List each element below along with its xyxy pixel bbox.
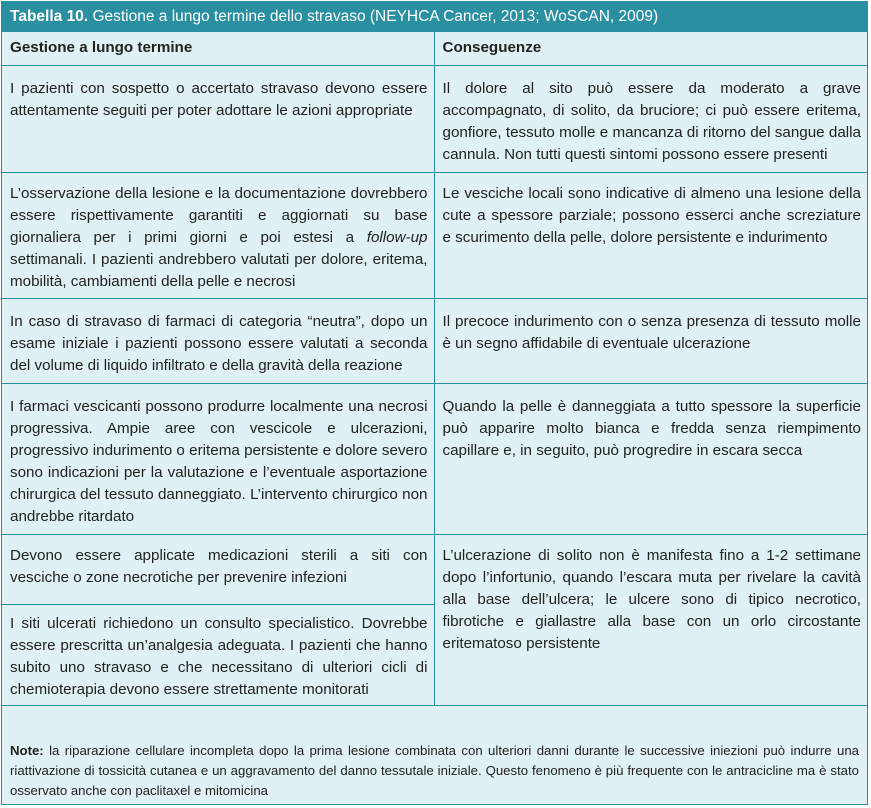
note-text: la riparazione cellulare incompleta dopo la prima lesione combinata con ulteriori danni durante le successive iniezioni può indurre una riattivazione di tossicità cutanea e un aggravamento del danno tessutale iniziale. Questo fenomeno è più frequente con le antracicline ma è stato osservato anche con paclitaxel e mitomicina: [10, 743, 860, 798]
column-header-management: Gestione a lungo termine: [2, 32, 434, 66]
table-row: [2, 535, 867, 706]
management-cell: [2, 535, 434, 706]
table-title-label: Tabella 10.: [10, 8, 89, 25]
table-frame: [1, 1, 868, 805]
column-header-consequences: Conseguenze: [434, 32, 867, 66]
management-text: settimanali. I pazienti andrebbero valutati per dolore, eritema, mobilità, cambiamenti della pelle e necrosi: [10, 251, 428, 290]
management-cell: [2, 173, 434, 299]
table-row: [2, 384, 867, 535]
table-row: [2, 173, 867, 299]
management-cell: I pazienti con sospetto o accertato stravaso devono essere attentamente seguiti per poter adottare le azioni appropriate: [2, 66, 434, 173]
table-title: [2, 2, 867, 32]
management-table: [2, 32, 867, 706]
table-note: [2, 738, 867, 801]
consequence-cell: Le vesciche locali sono indicative di almeno una lesione della cute a spessore parziale; possono esserci anche screziature e scurimento della pelle, dolore persistente e indurimento: [434, 173, 867, 299]
note-label: Note:: [10, 743, 44, 758]
management-subcell: Devono essere applicate medicazioni sterili a siti con vesciche o zone necrotiche per prevenire infezioni: [2, 535, 434, 605]
table-header-row: [2, 32, 867, 66]
consequence-cell: Il precoce indurimento con o senza presenza di tessuto molle è un segno affidabile di eventuale ulcerazione: [434, 299, 867, 384]
management-cell: In caso di stravaso di farmaci di categoria “neutra”, dopo un esame iniziale i pazienti possono essere valutati a seconda del volume di liquido infiltrato e della gravità della reazione: [2, 299, 434, 384]
consequence-cell: L’ulcerazione di solito non è manifesta fino a 1-2 settimane dopo l’infortunio, quando l’escara muta per rivelare la cavità alla base dell’ulcera; le ulcere sono di tipico necrotico, fibrotiche e giallastre alla base con un orlo circostante eritematoso persistente: [434, 535, 867, 706]
table-row: [2, 299, 867, 384]
consequence-cell: Il dolore al sito può essere da moderato a grave accompagnato, di solito, da bruciore; ci può essere eritema, gonfiore, tessuto molle e mancanza di ritorno del sangue dalla cannula. Non tutti questi sintomi possono essere presenti: [434, 66, 867, 173]
table-title-text: Gestione a lungo termine dello stravaso (NEYHCA Cancer, 2013; WoSCAN, 2009): [92, 8, 659, 25]
consequence-cell: Quando la pelle è danneggiata a tutto spessore la superficie può apparire molto bianca e fredda senza riempimento capillare e, in seguito, può progredire in escara secca: [434, 384, 867, 535]
management-text: L’osservazione della lesione e la documentazione dovrebbero essere rispettivamente garantiti e aggiornati su base giornaliera per i primi giorni e poi estesi a: [10, 185, 428, 246]
management-cell: I farmaci vescicanti possono produrre localmente una necrosi progressiva. Ampie aree con vescicole e ulcerazioni, progressivo indurimento o eritema persistente e dolore severo sono indicazioni per la valutazione e l’eventuale asportazione chirurgica del tessuto danneggiato. L’intervento chirurgico non andrebbe ritardato: [2, 384, 434, 535]
management-subcell: I siti ulcerati richiedono un consulto specialistico. Dovrebbe essere prescritta un’analgesia adeguata. I pazienti che hanno subito uno stravaso e che necessitano di ulteriori cicli di chemioterapia devono essere strettamente monitorati: [10, 615, 428, 698]
management-italic-term: follow-up: [366, 229, 428, 246]
table-row: [2, 66, 867, 173]
